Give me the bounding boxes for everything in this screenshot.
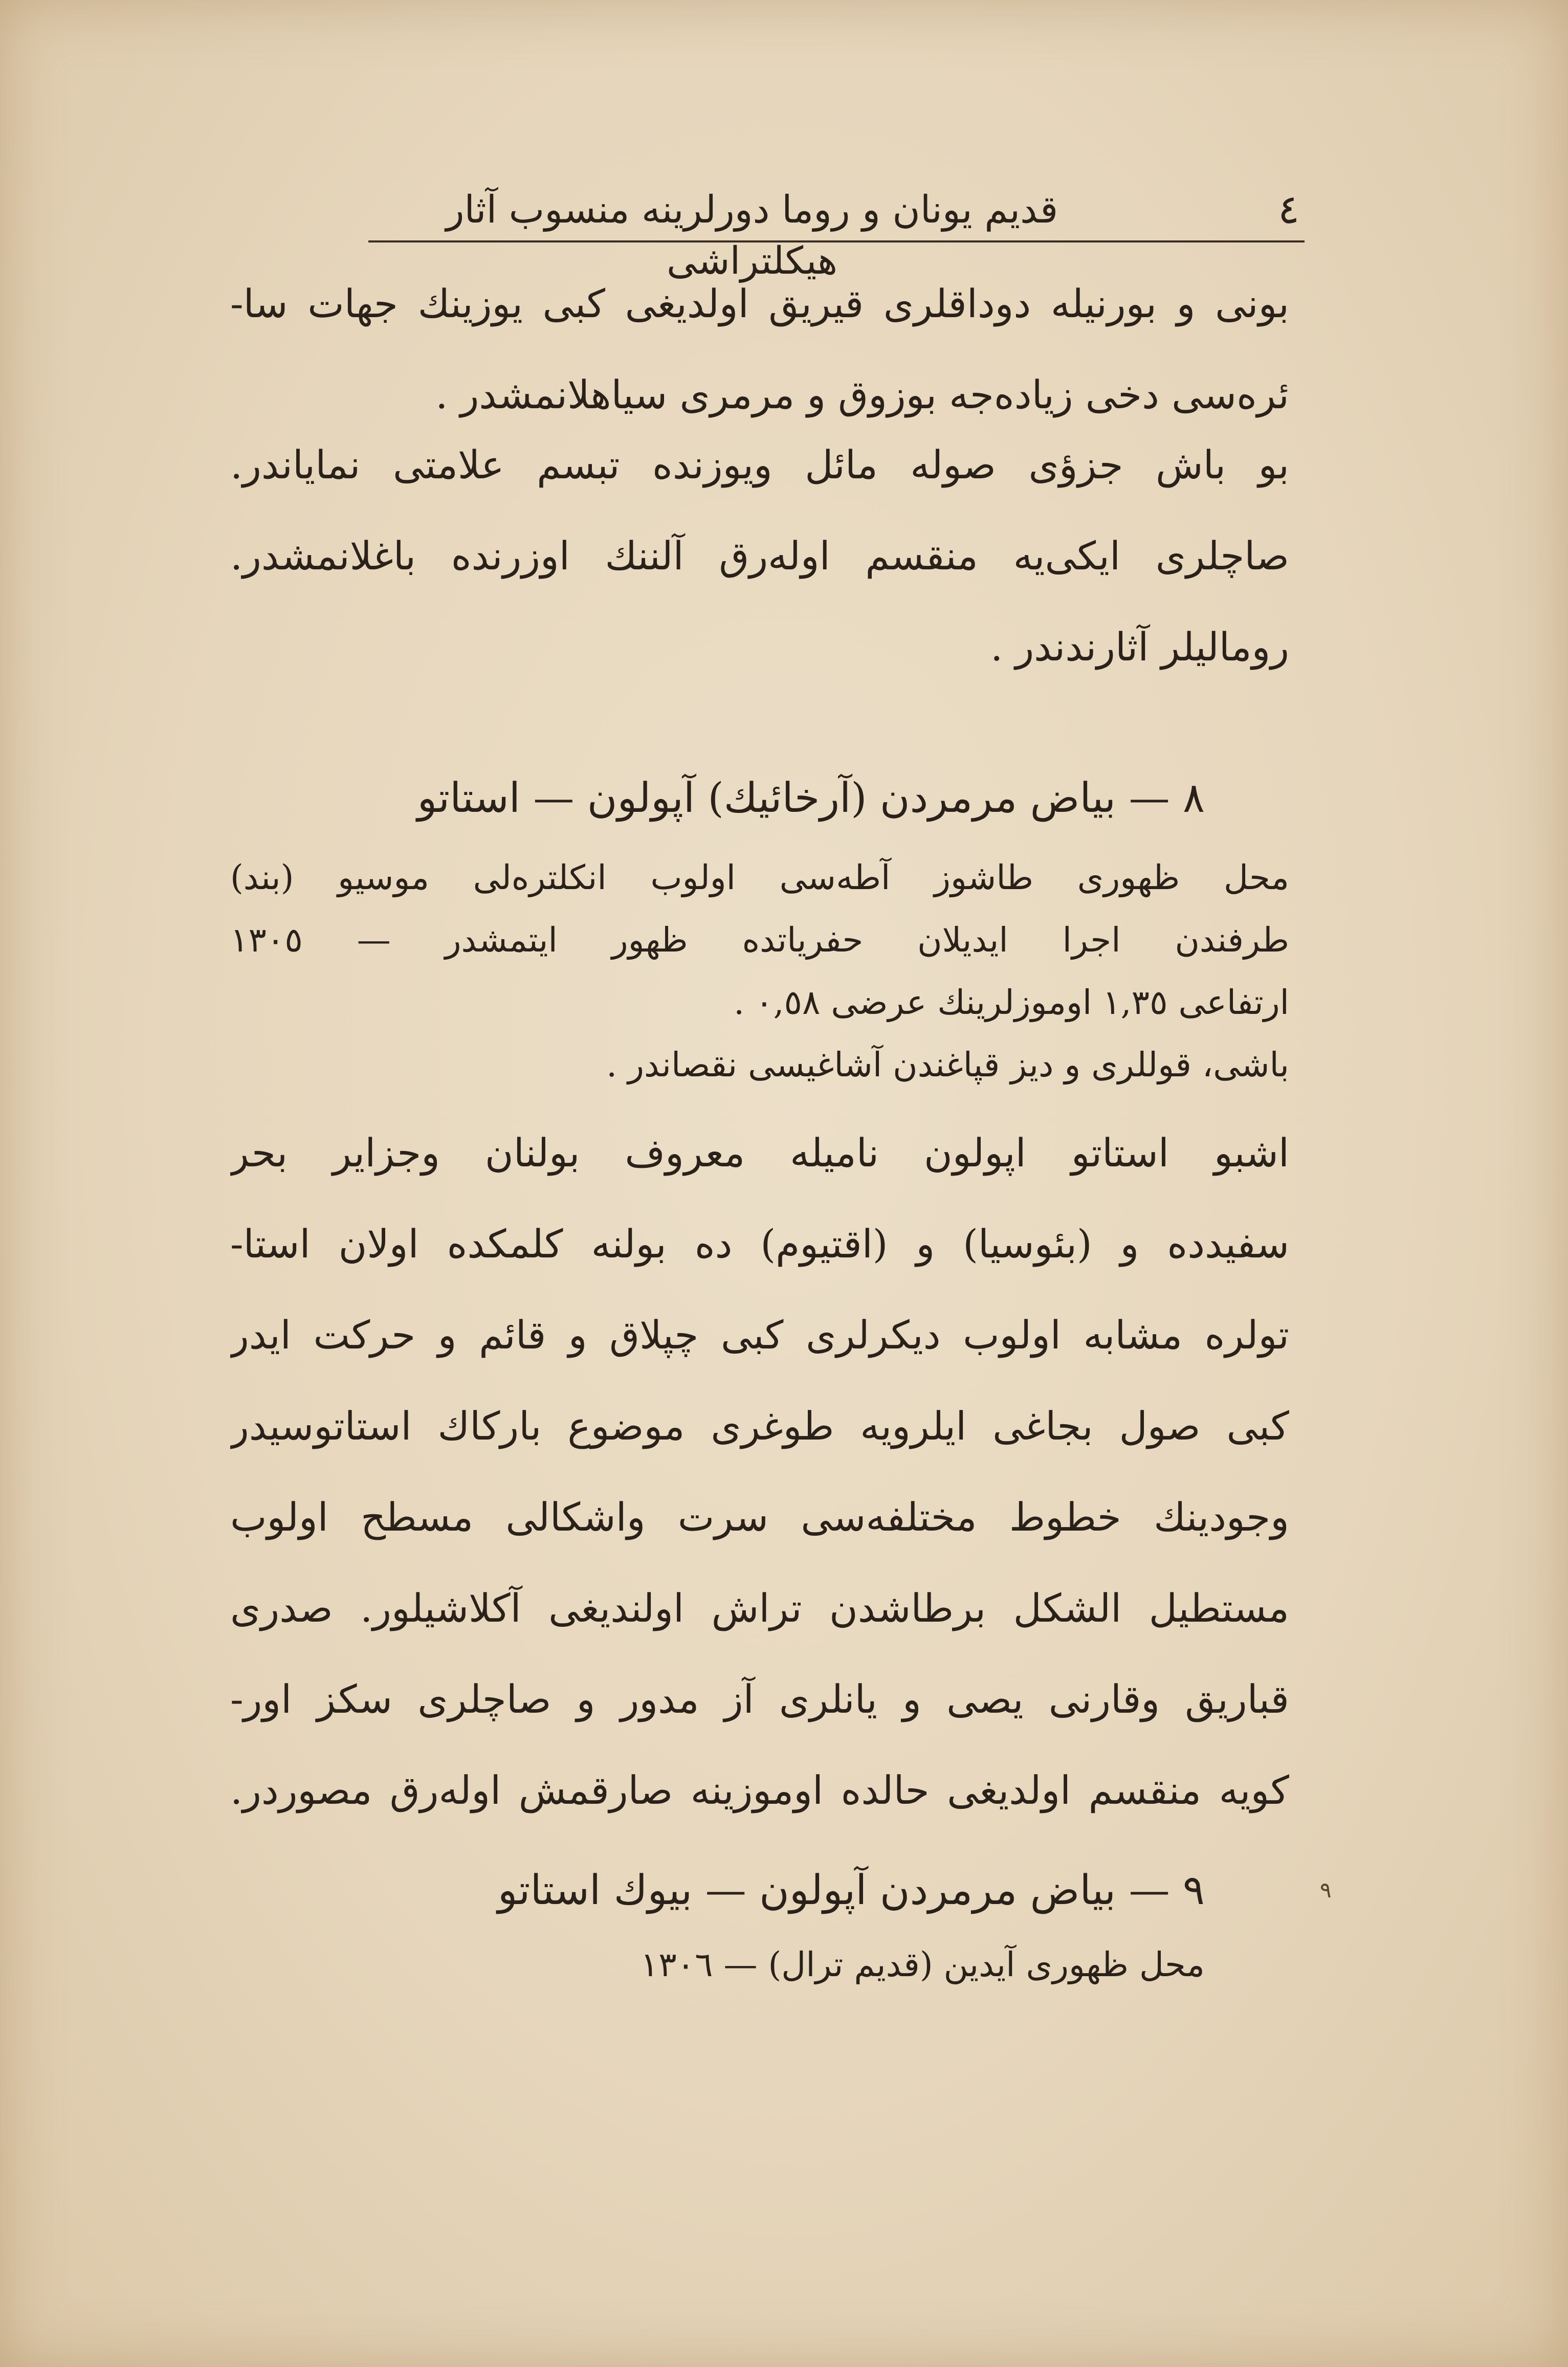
running-title: قدیم یونان و روما دورلرینه منسوب آثار هیکلتراشی [446,188,1058,283]
text-line: بونی و بورنیله دوداقلری قیریق اولدیغی کبی یوزینك جهات سا- [230,281,1289,326]
text-line: تولره مشابه اولوب دیکرلری کبی چپلاق و قائم و حرکت ایدر [230,1312,1289,1358]
item-8-body [230,1108,1289,1836]
text-line: قباریق وقارنی یصی و یانلری آز مدور و صاچلری سکز اور- [230,1676,1289,1722]
text-line: مستطیل الشکل برطاشدن تراش اولندیغی آکلاشیلور. صدری [230,1585,1289,1631]
text-line: کویه منقسم اولدیغی حالده اوموزینه صارقمش اولەرق مصوردر. [230,1767,1289,1813]
item-8-meta [230,847,1289,1096]
item-9-heading: ٩ — بیاض مرمردن آپولون — بیوك استاتو [497,1866,1205,1914]
text-line: کبی صول بجاغی ایلرویه طوغری موضوع بارکاك استاتوسیدر [230,1403,1289,1449]
running-header [368,184,1305,283]
text-line: ئرەسی دخی زیادەجه بوزوق و مرمری سیاهلانمشدر . [435,372,1289,417]
text-line: رومالیلر آثارندندر . [990,624,1289,670]
meta-line: محل ظهوری طاشوز آطەسی اولوب انکلترەلی موسیو (بند) [230,858,1289,897]
item-8-heading: ٨ — بیاض مرمردن (آرخائیك) آپولون — استاتو [417,774,1205,822]
page-number: ٤ [1278,187,1299,233]
text-line: سفیدده و (بئوسیا) و (اقتیوم) ده بولنه کلمکده اولان استا- [230,1221,1289,1267]
meta-line: محل ظهوری آیدین (قدیم ترال) — ١٣٠٦ [640,1945,1205,1984]
text-line: اشبو استاتو اپولون نامیله معروف بولنان وجزایر بحر [230,1130,1289,1176]
margin-note: ٩ [1320,1877,1332,1903]
meta-line: ارتفاعی ١,٣٥ اوموزلرینك عرضی ٠,٥٨ . [734,983,1289,1022]
intro-paragraph-1 [230,258,1289,440]
text-line: بو باش جزؤی صوله مائل ویوزنده تبسم علامتی نمایاندر. [230,442,1289,488]
intro-paragraph-2 [230,419,1289,693]
item-9-meta [460,1934,1205,1996]
meta-line: باشی، قوللری و دیز قپاغندن آشاغیسی نقصاندر . [606,1045,1289,1085]
meta-line: طرفندن اجرا ایدیلان حفریاتده ظهور ایتمشدر — ١٣٠٥ [230,920,1289,960]
text-line: صاچلری ایکی‌یه منقسم اولەرق آلننك اوزرنده باغلانمشدر. [230,533,1289,579]
text-line: وجودینك خطوط مختلفەسی سرت واشکالی مسطح اولوب [230,1494,1289,1540]
